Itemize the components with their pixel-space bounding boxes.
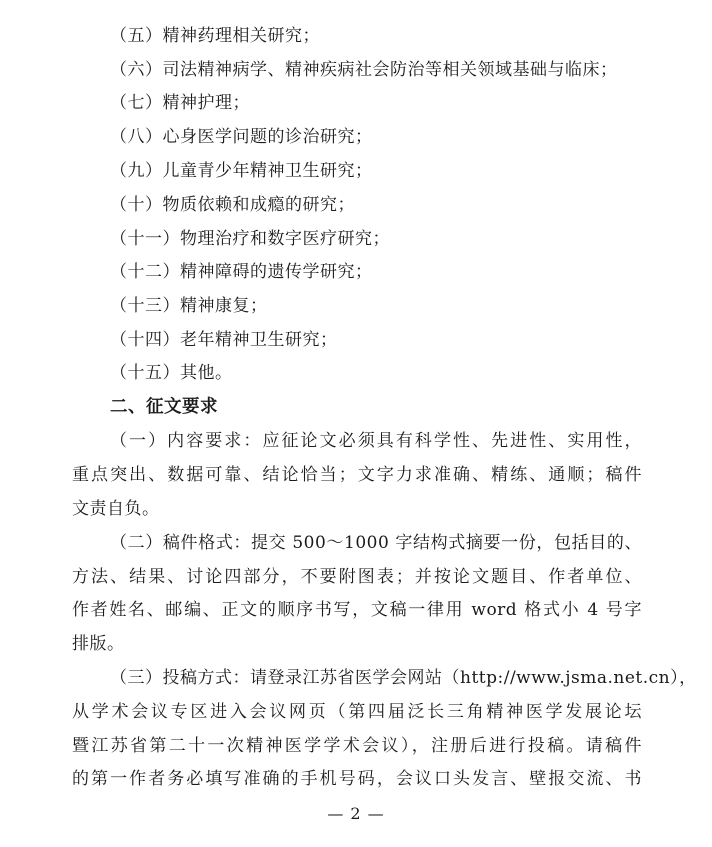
paragraph-content-line: （一）内容要求：应征论文必须具有科学性、先进性、实用性， [110, 431, 642, 451]
list-item-14: （十四）老年精神卫生研究； [110, 330, 338, 350]
list-item-7: （七）精神护理； [110, 93, 250, 113]
list-item-11: （十一）物理治疗和数字医疗研究； [110, 229, 390, 249]
page-number: — 2 — [327, 804, 385, 823]
section-heading: 二、征文要求 [110, 397, 218, 417]
list-item-6: （六）司法精神病学、精神疾病社会防治等相关领域基础与临床； [110, 60, 618, 80]
paragraph-format-line: 方法、结果、讨论四部分，不要附图表；并按论文题目、作者单位、 [72, 567, 642, 587]
list-item-13: （十三）精神康复； [110, 296, 268, 316]
paragraph-submission-line: 从学术会议专区进入会议网页（第四届泛长三角精神医学发展论坛 [72, 702, 642, 722]
paragraph-submission-line: （三）投稿方式：请登录江苏省医学会网站（http://www.jsma.net.cn）， [110, 668, 697, 688]
list-item-5: （五）精神药理相关研究； [110, 26, 320, 46]
list-item-9: （九）儿童青少年精神卫生研究； [110, 161, 373, 181]
paragraph-content-line: 重点突出、数据可靠、结论恰当；文字力求准确、精练、通顺；稿件 [72, 465, 642, 485]
list-item-8: （八）心身医学问题的诊治研究； [110, 127, 373, 147]
paragraph-format-line: （二）稿件格式：提交 500～1000 字结构式摘要一份，包括目的、 [110, 533, 642, 553]
paragraph-format-line: 作者姓名、邮编、正文的顺序书写，文稿一律用 word 格式小 4 号字 [72, 600, 642, 620]
list-item-10: （十）物质依赖和成瘾的研究； [110, 195, 355, 215]
paragraph-submission-line: 的第一作者务必填写准确的手机号码，会议口头发言、壁报交流、书 [72, 769, 642, 789]
paragraph-submission-line: 暨江苏省第二十一次精神医学学术会议），注册后进行投稿。请稿件 [72, 736, 642, 756]
list-item-15: （十五）其他。 [110, 363, 233, 383]
paragraph-content-line: 文责自负。 [72, 499, 160, 519]
list-item-12: （十二）精神障碍的遗传学研究； [110, 262, 373, 282]
paragraph-format-line: 排版。 [72, 634, 125, 654]
